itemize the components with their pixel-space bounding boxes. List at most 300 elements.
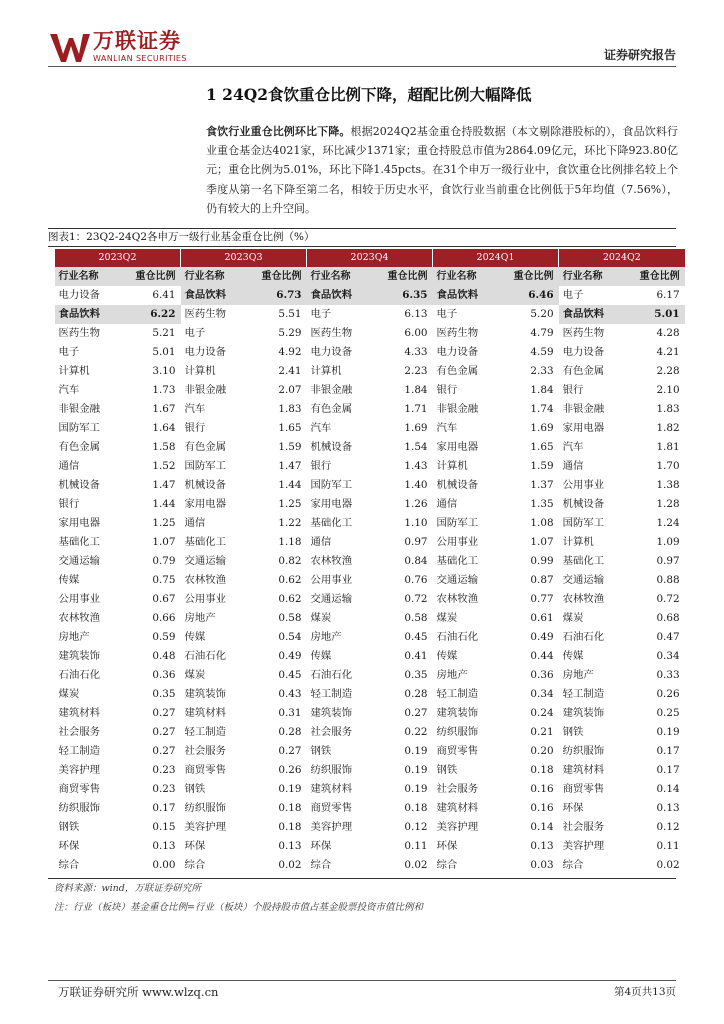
- table-row: [55, 704, 685, 723]
- holding-ratio-cell: 1.44: [278, 479, 302, 491]
- holding-ratio-cell: 0.16: [530, 783, 554, 795]
- industry-name-cell: 有色金属: [310, 403, 353, 415]
- holding-ratio-cell: 0.28: [404, 688, 428, 700]
- quarter-header: 2023Q4: [307, 249, 433, 267]
- industry-name-cell: 纺织服饰: [310, 764, 353, 776]
- holding-ratio-cell: 1.25: [278, 498, 302, 510]
- holding-ratio-cell: 0.03: [530, 859, 554, 871]
- holding-ratio-cell: 5.51: [278, 308, 302, 320]
- holding-ratio-cell: 0.31: [278, 707, 302, 719]
- holding-ratio-cell: 0.49: [530, 631, 554, 643]
- holding-ratio-cell: 0.45: [278, 669, 302, 681]
- industry-name-cell: 食品饮料: [559, 305, 623, 324]
- holding-ratio-cell: 1.74: [530, 403, 554, 415]
- table-row: [55, 647, 685, 666]
- holding-ratio-cell: 0.18: [404, 802, 428, 814]
- holding-ratio-cell: 0.02: [404, 859, 428, 871]
- figure-title-rule: [48, 246, 676, 247]
- holding-ratio-cell: 4.28: [656, 327, 680, 339]
- holding-ratio-cell: 5.21: [152, 327, 176, 339]
- column-header-ratio: 重仓比例: [119, 267, 181, 286]
- holding-ratio-cell: 0.35: [152, 688, 176, 700]
- industry-name-cell: 纺织服饰: [436, 726, 479, 738]
- industry-name-cell: 基础化工: [562, 555, 605, 567]
- industry-name-cell: 计算机: [310, 365, 342, 377]
- column-header-industry: 行业名称: [433, 267, 497, 286]
- holding-ratio-cell: 0.27: [404, 707, 428, 719]
- holding-ratio-cell: 1.38: [656, 479, 680, 491]
- industry-name-cell: 农林牧渔: [310, 555, 353, 567]
- industry-name-cell: 家用电器: [310, 498, 353, 510]
- holding-ratio-cell: 0.62: [278, 574, 302, 586]
- holding-ratio-cell: 6.22: [119, 305, 181, 324]
- holding-ratio-cell: 0.11: [656, 840, 680, 852]
- column-header-ratio: 重仓比例: [623, 267, 685, 286]
- column-header-industry: 行业名称: [55, 267, 119, 286]
- holding-ratio-cell: 0.66: [152, 612, 176, 624]
- industry-name-cell: 农林牧渔: [58, 612, 101, 624]
- holding-ratio-cell: 6.00: [404, 327, 428, 339]
- industry-name-cell: 公用事业: [184, 593, 227, 605]
- table-row: [55, 305, 685, 324]
- holding-ratio-cell: 1.37: [530, 479, 554, 491]
- holding-ratio-cell: 0.75: [152, 574, 176, 586]
- industry-name-cell: 银行: [58, 498, 80, 510]
- holding-ratio-cell: 1.47: [152, 479, 176, 491]
- holding-ratio-cell: 1.24: [656, 517, 680, 529]
- holding-ratio-cell: 0.19: [656, 726, 680, 738]
- industry-name-cell: 基础化工: [310, 517, 353, 529]
- holding-ratio-cell: 0.13: [530, 840, 554, 852]
- holding-ratio-cell: 6.41: [152, 289, 176, 301]
- industry-name-cell: 家用电器: [562, 422, 605, 434]
- industry-name-cell: 建筑装饰: [58, 650, 101, 662]
- holding-ratio-cell: 1.52: [152, 460, 176, 472]
- column-header-ratio: 重仓比例: [497, 267, 559, 286]
- industry-name-cell: 通信: [562, 460, 584, 472]
- industry-name-cell: 传媒: [562, 650, 584, 662]
- holding-ratio-cell: 0.79: [152, 555, 176, 567]
- industry-name-cell: 家用电器: [58, 517, 101, 529]
- industry-name-cell: 计算机: [58, 365, 90, 377]
- table-row: [55, 590, 685, 609]
- holding-ratio-cell: 0.54: [278, 631, 302, 643]
- column-header-industry: 行业名称: [307, 267, 371, 286]
- holding-ratio-cell: 0.21: [530, 726, 554, 738]
- holding-ratio-cell: 1.73: [152, 384, 176, 396]
- table-row: [55, 343, 685, 362]
- industry-name-cell: 传媒: [310, 650, 332, 662]
- industry-name-cell: 纺织服饰: [184, 802, 227, 814]
- quarter-header: 2023Q3: [181, 249, 307, 267]
- industry-name-cell: 农林牧渔: [184, 574, 227, 586]
- industry-name-cell: 综合: [310, 859, 332, 871]
- industry-name-cell: 基础化工: [58, 536, 101, 548]
- holding-ratio-cell: 6.46: [497, 286, 559, 305]
- holding-ratio-cell: 6.73: [245, 286, 307, 305]
- holding-ratio-cell: 0.19: [404, 783, 428, 795]
- table-row: [55, 628, 685, 647]
- holding-ratio-cell: 0.35: [404, 669, 428, 681]
- holding-ratio-cell: 0.88: [656, 574, 680, 586]
- industry-name-cell: 建筑材料: [562, 764, 605, 776]
- holding-ratio-cell: 2.23: [404, 365, 428, 377]
- holding-ratio-cell: 1.40: [404, 479, 428, 491]
- industry-name-cell: 基础化工: [436, 555, 479, 567]
- holding-ratio-cell: 0.02: [656, 859, 680, 871]
- table-row: [55, 476, 685, 495]
- holding-ratio-cell: 0.23: [152, 783, 176, 795]
- holding-ratio-cell: 0.27: [278, 745, 302, 757]
- holding-ratio-cell: 1.83: [278, 403, 302, 415]
- industry-name-cell: 美容护理: [562, 840, 605, 852]
- industry-name-cell: 房地产: [562, 669, 594, 681]
- holding-ratio-cell: 0.72: [404, 593, 428, 605]
- holding-ratio-cell: 0.76: [404, 574, 428, 586]
- holding-ratio-cell: 1.35: [530, 498, 554, 510]
- holding-ratio-cell: 0.99: [530, 555, 554, 567]
- industry-name-cell: 石油石化: [562, 631, 605, 643]
- figure-title: 图表1：23Q2-24Q2各申万一级行业基金重仓比例（%）: [48, 231, 315, 243]
- paragraph-lead: 食饮行业重仓比例环比下降。: [206, 125, 351, 138]
- industry-name-cell: 食品饮料: [55, 305, 119, 324]
- industry-name-cell: 国防军工: [436, 517, 479, 529]
- holding-ratio-cell: 4.79: [530, 327, 554, 339]
- table-row: [55, 666, 685, 685]
- industry-name-cell: 建筑材料: [184, 707, 227, 719]
- industry-name-cell: 钢铁: [562, 726, 584, 738]
- industry-name-cell: 计算机: [562, 536, 594, 548]
- industry-name-cell: 电子: [436, 308, 458, 320]
- industry-name-cell: 电力设备: [310, 346, 353, 358]
- table-row: [55, 552, 685, 571]
- table-row: [55, 723, 685, 742]
- table-row: [55, 685, 685, 704]
- industry-name-cell: 医药生物: [562, 327, 605, 339]
- holding-ratio-cell: 1.69: [530, 422, 554, 434]
- table-row: [55, 381, 685, 400]
- header-divider: [48, 66, 676, 67]
- industry-name-cell: 纺织服饰: [562, 745, 605, 757]
- section-title: 1 24Q2食饮重仓比例下降，超配比例大幅降低: [206, 85, 532, 104]
- holding-ratio-cell: 0.43: [278, 688, 302, 700]
- table-row: [55, 856, 685, 875]
- holding-ratio-cell: 0.14: [530, 821, 554, 833]
- holding-ratio-cell: 1.65: [530, 441, 554, 453]
- holding-ratio-cell: 0.68: [656, 612, 680, 624]
- quarter-header: 2023Q2: [55, 249, 181, 267]
- industry-name-cell: 银行: [184, 422, 206, 434]
- industry-name-cell: 医药生物: [58, 327, 101, 339]
- industry-name-cell: 轻工制造: [184, 726, 227, 738]
- holding-ratio-cell: 0.17: [152, 802, 176, 814]
- holding-ratio-cell: 1.44: [152, 498, 176, 510]
- wanlian-logo-icon: [50, 32, 90, 62]
- holding-ratio-cell: 4.21: [656, 346, 680, 358]
- industry-name-cell: 食品饮料: [181, 286, 245, 305]
- industry-name-cell: 银行: [562, 384, 584, 396]
- industry-name-cell: 机械设备: [310, 441, 353, 453]
- holding-ratio-cell: 0.13: [656, 802, 680, 814]
- holding-ratio-cell: 0.87: [530, 574, 554, 586]
- holding-ratio-cell: 5.20: [530, 308, 554, 320]
- paragraph-body: 根据2024Q2基金重仓持股数据（本文剔除港股标的），食品饮料行业重仓基金达4021家，环比减少1371家；重仓持股总市值为2864.09亿元，环比下降923.80亿元；重仓比例为5.01%，环比下降1.45pcts。在31个申万一级行业中，食饮重仓比例排名较上个季度从第一名下降至第二名，相较于历史水平，食饮行业当前重仓比例低于5年均值（7.56%），仍有较大的上升空间。: [206, 125, 678, 215]
- industry-name-cell: 石油石化: [310, 669, 353, 681]
- table-row: [55, 400, 685, 419]
- holding-ratio-cell: 0.26: [278, 764, 302, 776]
- holding-ratio-cell: 0.15: [152, 821, 176, 833]
- industry-name-cell: 公用事业: [562, 479, 605, 491]
- industry-name-cell: 美容护理: [184, 821, 227, 833]
- industry-name-cell: 建筑材料: [310, 783, 353, 795]
- holding-ratio-cell: 6.13: [404, 308, 428, 320]
- holding-ratio-cell: 0.27: [152, 726, 176, 738]
- holding-ratio-cell: 0.82: [278, 555, 302, 567]
- holding-ratio-cell: 4.92: [278, 346, 302, 358]
- holding-ratio-cell: 1.54: [404, 441, 428, 453]
- industry-name-cell: 房地产: [310, 631, 342, 643]
- holding-ratio-cell: 0.77: [530, 593, 554, 605]
- formula-note: 注：行业（板块）基金重仓比例=行业（板块）个股持股市值占基金股票投资市值比例和: [54, 902, 423, 913]
- industry-name-cell: 机械设备: [184, 479, 227, 491]
- industry-name-cell: 建筑材料: [436, 802, 479, 814]
- logo-english-name: WANLIAN SECURITIES: [93, 54, 187, 63]
- industry-name-cell: 食品饮料: [307, 286, 371, 305]
- industry-name-cell: 交通运输: [310, 593, 353, 605]
- industry-name-cell: 煤炭: [436, 612, 458, 624]
- industry-name-cell: 环保: [58, 840, 80, 852]
- holding-ratio-cell: 0.19: [404, 745, 428, 757]
- industry-name-cell: 银行: [310, 460, 332, 472]
- industry-name-cell: 钢铁: [58, 821, 80, 833]
- holding-ratio-cell: 0.16: [530, 802, 554, 814]
- holding-ratio-cell: 4.33: [404, 346, 428, 358]
- industry-name-cell: 医药生物: [184, 308, 227, 320]
- column-header-industry: 行业名称: [181, 267, 245, 286]
- table-row: [55, 571, 685, 590]
- holding-ratio-cell: 0.59: [152, 631, 176, 643]
- holding-ratio-cell: 0.27: [152, 707, 176, 719]
- column-header-ratio: 重仓比例: [371, 267, 433, 286]
- holding-ratio-cell: 1.71: [404, 403, 428, 415]
- industry-name-cell: 国防军工: [58, 422, 101, 434]
- industry-name-cell: 商贸零售: [58, 783, 101, 795]
- industry-name-cell: 非银金融: [562, 403, 605, 415]
- holding-ratio-cell: 0.28: [278, 726, 302, 738]
- industry-name-cell: 电子: [184, 327, 206, 339]
- source-note: 资料来源：wind，万联证券研究所: [54, 883, 201, 894]
- holding-ratio-cell: 1.69: [404, 422, 428, 434]
- industry-name-cell: 轻工制造: [310, 688, 353, 700]
- industry-name-cell: 传媒: [184, 631, 206, 643]
- industry-name-cell: 交通运输: [436, 574, 479, 586]
- holding-ratio-cell: 1.43: [404, 460, 428, 472]
- industry-name-cell: 交通运输: [562, 574, 605, 586]
- holding-ratio-cell: 0.24: [530, 707, 554, 719]
- holding-ratio-cell: 0.25: [656, 707, 680, 719]
- summary-paragraph: [206, 122, 678, 218]
- holding-ratio-cell: 1.28: [656, 498, 680, 510]
- industry-name-cell: 房地产: [436, 669, 468, 681]
- column-header-row: [55, 267, 685, 286]
- holding-ratio-cell: 4.59: [530, 346, 554, 358]
- industry-name-cell: 煤炭: [310, 612, 332, 624]
- page-header: [0, 0, 724, 66]
- holding-ratio-cell: 0.26: [656, 688, 680, 700]
- holding-ratio-cell: 2.07: [278, 384, 302, 396]
- table-row: [55, 742, 685, 761]
- industry-name-cell: 汽车: [436, 422, 458, 434]
- industry-name-cell: 环保: [184, 840, 206, 852]
- industry-name-cell: 社会服务: [562, 821, 605, 833]
- holding-ratio-cell: 1.09: [656, 536, 680, 548]
- holding-ratio-cell: 0.33: [656, 669, 680, 681]
- holding-ratio-cell: 0.34: [530, 688, 554, 700]
- industry-name-cell: 环保: [562, 802, 584, 814]
- holding-ratio-cell: 0.12: [404, 821, 428, 833]
- table-row: [55, 419, 685, 438]
- industry-name-cell: 有色金属: [436, 365, 479, 377]
- industry-name-cell: 公用事业: [310, 574, 353, 586]
- industry-name-cell: 轻工制造: [436, 688, 479, 700]
- holding-ratio-cell: 2.28: [656, 365, 680, 377]
- industry-name-cell: 美容护理: [58, 764, 101, 776]
- industry-name-cell: 汽车: [184, 403, 206, 415]
- industry-name-cell: 电力设备: [58, 289, 101, 301]
- holding-ratio-cell: 0.12: [656, 821, 680, 833]
- industry-name-cell: 电子: [310, 308, 332, 320]
- holding-ratio-cell: 0.61: [530, 612, 554, 624]
- industry-name-cell: 非银金融: [184, 384, 227, 396]
- table-row: [55, 514, 685, 533]
- industry-name-cell: 通信: [310, 536, 332, 548]
- industry-name-cell: 建筑装饰: [436, 707, 479, 719]
- industry-name-cell: 社会服务: [310, 726, 353, 738]
- holding-ratio-cell: 0.20: [530, 745, 554, 757]
- industry-name-cell: 综合: [562, 859, 584, 871]
- holding-ratio-cell: 1.58: [152, 441, 176, 453]
- industry-name-cell: 石油石化: [58, 669, 101, 681]
- holding-ratio-cell: 1.59: [278, 441, 302, 453]
- holding-ratio-cell: 1.47: [278, 460, 302, 472]
- industry-name-cell: 家用电器: [184, 498, 227, 510]
- table-row: [55, 818, 685, 837]
- table-row: [55, 533, 685, 552]
- industry-name-cell: 商贸零售: [562, 783, 605, 795]
- industry-name-cell: 交通运输: [184, 555, 227, 567]
- holding-ratio-cell: 2.10: [656, 384, 680, 396]
- industry-name-cell: 综合: [58, 859, 80, 871]
- industry-name-cell: 社会服务: [436, 783, 479, 795]
- footer-divider: [48, 980, 676, 981]
- holding-ratio-cell: 0.67: [152, 593, 176, 605]
- holding-ratio-cell: 5.29: [278, 327, 302, 339]
- holding-ratio-cell: 0.97: [656, 555, 680, 567]
- industry-name-cell: 交通运输: [58, 555, 101, 567]
- column-header-ratio: 重仓比例: [245, 267, 307, 286]
- industry-name-cell: 机械设备: [58, 479, 101, 491]
- industry-name-cell: 有色金属: [562, 365, 605, 377]
- industry-name-cell: 汽车: [562, 441, 584, 453]
- industry-name-cell: 钢铁: [310, 745, 332, 757]
- industry-name-cell: 轻工制造: [562, 688, 605, 700]
- industry-name-cell: 非银金融: [310, 384, 353, 396]
- holding-ratio-cell: 0.11: [404, 840, 428, 852]
- industry-name-cell: 计算机: [184, 365, 216, 377]
- holding-ratio-cell: 0.97: [404, 536, 428, 548]
- holding-ratio-cell: 0.19: [404, 764, 428, 776]
- holding-ratio-cell: 0.48: [152, 650, 176, 662]
- industry-name-cell: 轻工制造: [58, 745, 101, 757]
- holding-ratio-cell: 1.07: [152, 536, 176, 548]
- holding-ratio-cell: 0.41: [404, 650, 428, 662]
- holding-ratio-cell: 1.65: [278, 422, 302, 434]
- holding-ratio-cell: 0.44: [530, 650, 554, 662]
- holding-ratio-cell: 0.58: [278, 612, 302, 624]
- holding-ratio-cell: 0.49: [278, 650, 302, 662]
- holding-ratio-cell: 1.84: [530, 384, 554, 396]
- column-header-industry: 行业名称: [559, 267, 623, 286]
- industry-name-cell: 纺织服饰: [58, 802, 101, 814]
- industry-name-cell: 计算机: [436, 460, 468, 472]
- quarter-header: 2024Q2: [559, 249, 685, 267]
- industry-name-cell: 社会服务: [184, 745, 227, 757]
- industry-name-cell: 农林牧渔: [562, 593, 605, 605]
- holding-ratio-cell: 0.18: [278, 802, 302, 814]
- industry-name-cell: 电子: [58, 346, 80, 358]
- holding-ratio-cell: 0.18: [278, 821, 302, 833]
- industry-name-cell: 商贸零售: [184, 764, 227, 776]
- holding-ratio-cell: 1.70: [656, 460, 680, 472]
- holding-ratio-cell: 1.18: [278, 536, 302, 548]
- holding-ratio-cell: 2.41: [278, 365, 302, 377]
- holding-ratio-cell: 0.36: [530, 669, 554, 681]
- industry-name-cell: 商贸零售: [436, 745, 479, 757]
- industry-name-cell: 非银金融: [436, 403, 479, 415]
- holding-ratio-cell: 1.25: [152, 517, 176, 529]
- industry-name-cell: 钢铁: [436, 764, 458, 776]
- holding-ratio-cell: 1.84: [404, 384, 428, 396]
- fund-holding-ratio-table: [54, 249, 685, 875]
- industry-name-cell: 通信: [184, 517, 206, 529]
- industry-name-cell: 美容护理: [436, 821, 479, 833]
- industry-name-cell: 通信: [436, 498, 458, 510]
- industry-name-cell: 传媒: [436, 650, 458, 662]
- table-row: [55, 609, 685, 628]
- industry-name-cell: 环保: [310, 840, 332, 852]
- holding-ratio-cell: 1.26: [404, 498, 428, 510]
- holding-ratio-cell: 0.19: [278, 783, 302, 795]
- industry-name-cell: 电力设备: [184, 346, 227, 358]
- industry-name-cell: 建筑装饰: [562, 707, 605, 719]
- industry-name-cell: 机械设备: [436, 479, 479, 491]
- holding-ratio-cell: 1.10: [404, 517, 428, 529]
- holding-ratio-cell: 0.00: [152, 859, 176, 871]
- table-bottom-rule: [48, 878, 676, 879]
- holding-ratio-cell: 0.02: [278, 859, 302, 871]
- industry-name-cell: 房地产: [58, 631, 90, 643]
- industry-name-cell: 综合: [436, 859, 458, 871]
- holding-ratio-cell: 6.35: [371, 286, 433, 305]
- industry-name-cell: 社会服务: [58, 726, 101, 738]
- industry-name-cell: 家用电器: [436, 441, 479, 453]
- industry-name-cell: 机械设备: [562, 498, 605, 510]
- holding-ratio-cell: 3.10: [152, 365, 176, 377]
- industry-name-cell: 钢铁: [184, 783, 206, 795]
- holding-ratio-cell: 0.27: [152, 745, 176, 757]
- industry-name-cell: 食品饮料: [433, 286, 497, 305]
- logo-chinese-name: 万联证券: [93, 29, 181, 53]
